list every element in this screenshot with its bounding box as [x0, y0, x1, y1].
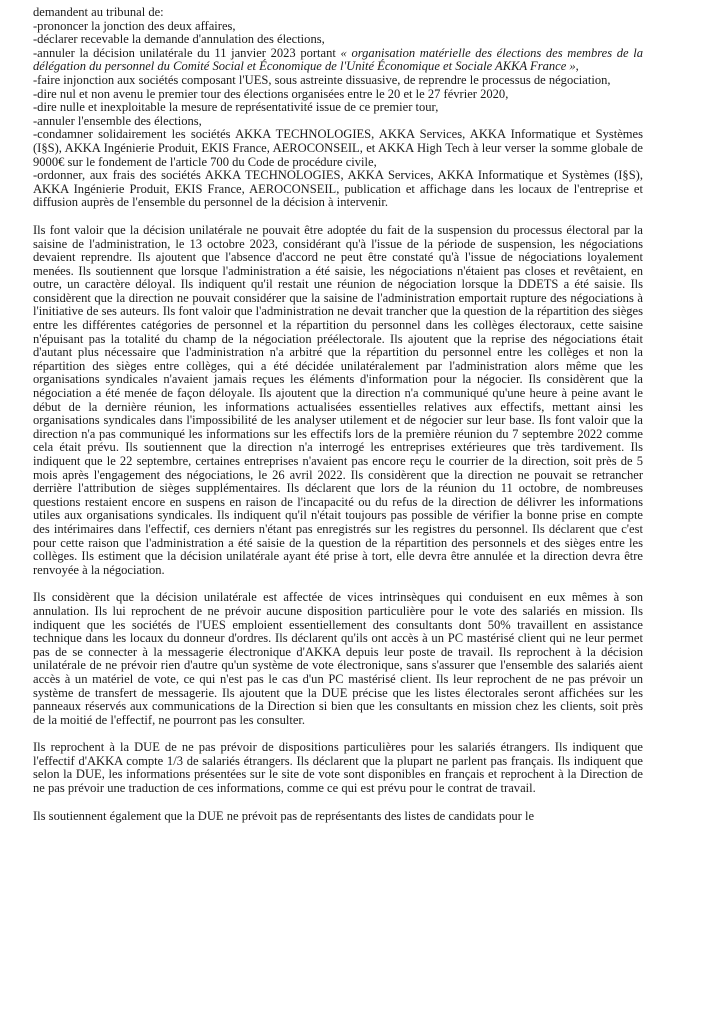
quoted-decision-title: « organisation matérielle des élections des membres de la délégation du personnel du Comité Social et Économique de l'Unité Économique et Sociale AKKA France » — [33, 45, 643, 74]
document-body — [33, 6, 643, 823]
request-item: -ordonner, aux frais des sociétés AKKA TECHNOLOGIES, AKKA Services, AKKA Informatique et Systèmes (I§S), AKKA Ingénierie Produit, EKIS France, AEROCONSEIL, publication et affichage dans les locaux de l'entreprise et diffusion auprès de l'ensemble du personnel de la décision à intervenir. — [33, 168, 643, 210]
paragraph-foreign-employees: Ils reprochent à la DUE de ne pas prévoir de dispositions particulières pour les salariés étrangers. Ils indiquent que l'effectif d'AKKA compte 1/3 de salariés étrangers. Ils déclarent que la plupart ne parlent pas français. Ils indiquent que selon la DUE, les informations présentées sur le site de vote sont disponibles en français et reprochent à la Direction de ne pas prévoir une traduction de ces informations, comme ce qui est prévu pour le contrat de travail. — [33, 740, 643, 796]
request-item: -annuler l'ensemble des élections, — [33, 113, 202, 128]
request-item: -condamner solidairement les sociétés AKKA TECHNOLOGIES, AKKA Services, AKKA Informatique et Systèmes (I§S), AKKA Ingénierie Produit, EKIS France, AEROCONSEIL, et AKKA High Tech à leur verser la somme globale de 9000€ sur le fondement de l'article 700 du Code de procédure civile, — [33, 127, 643, 169]
request-item: -annuler la décision unilatérale du 11 janvier 2023 portant « organisation matérielle des élections des membres de la délégation du personnel du Comité Social et Économique de l'Unité Économique et Sociale AKKA France », — [33, 45, 643, 74]
request-item: -faire injonction aux sociétés composant l'UES, sous astreinte dissuasive, de reprendre le processus de négociation, — [33, 72, 611, 87]
paragraph-representatives: Ils soutiennent également que la DUE ne prévoit pas de représentants des listes de candidats pour le — [33, 808, 535, 823]
requests-intro: demandent au tribunal de: — [33, 5, 164, 19]
request-item: -prononcer la jonction des deux affaires, — [33, 18, 236, 33]
request-item: -dire nulle et inexploitable la mesure de représentativité issue de ce premier tour, — [33, 100, 439, 115]
requests-section — [33, 6, 643, 210]
request-item: -déclarer recevable la demande d'annulation des élections, — [33, 32, 325, 47]
request-item: -dire nul et non avenu le premier tour des élections organisées entre le 20 et le 27 février 2020, — [33, 86, 509, 101]
paragraph-vices: Ils considèrent que la décision unilatérale est affectée de vices intrinsèques qui conduisent en eux mêmes à son annulation. Ils lui reprochent de ne prévoir aucune disposition particulière pour le vote des salariés en mission. Ils indiquent que les sociétés de l'UES emploient essentiellement des consultants dont 50% travaillent en assistance technique dans les locaux du donneur d'ordres. Ils déclarent qu'ils ont accès à un PC mastérisé client qui ne leur permet pas de se connecter à la messagerie électronique d'AKKA depuis leur poste de travail. Ils reprochent à la décision unilatérale de ne prévoir rien d'autre qu'un système de vote électronique, sans s'assurer que l'ensemble des salariés aient accès à un matériel de vote, ce qui n'est pas le cas d'un PC mastérisé client. Ils leur reprochent de ne pas prévoir un système de transfert de messagerie. Ils ajoutent que la DUE précise que les listes électorales seront affichées sur les panneaux réservés aux communications de la Direction si bien que les consultants en mission chez les clients, soit près de la moitié de l'effectif, ne pourront pas les consulter. — [33, 590, 643, 727]
paragraph-negotiation: Ils font valoir que la décision unilatérale ne pouvait être adoptée du fait de la suspension du processus électoral par la saisine de l'administration, le 13 octobre 2023, considérant qu'à l'issue de la période de suspension, les négociations devaient reprendre. Ils ajoutent que l'absence d'accord ne peut être constaté qu'à l'issue de négociations loyalement menées. Ils soutiennent que lorsque l'administration a été saisie, les négociations n'étaient pas closes et revêtaient, en outre, un caractère déloyal. Ils indiquent qu'il restait une réunion de négociation lorsque la DDETS a été saisie. Ils considèrent que la direction ne pouvait considérer que la saisine de l'administration emportait rupture des négociations à l'initiative de ses auteurs. Ils font valoir que l'administration ne devait trancher que la question de la répartition des sièges entre les différentes catégories de personnel et la répartition du personnel dans les collèges électoraux, cette saisine n'épuisant pas la totalité du champ de la négociation préélectorale. Ils ajoutent que la reprise des négociations était d'autant plus nécessaire que l'administration n'a arbitré que la répartition du personnel entre les collèges et non la répartition des sièges entre collèges, qui a été décidée unilatéralement par l'administration alors même que les organisations syndicales n'avaient jamais reçues les éléments d'information pour la négocier. Ils considèrent que la négociation a été menée de façon déloyale. Ils ajoutent que la direction n'a communiqué qu'une heure à peine avant le début de la dernière réunion, les informations actualisées essentielles relatives aux effectifs, mettant ainsi les organisations syndicales dans l'impossibilité de les analyser utilement et de négocier sur leur base. Ils font valoir que la direction n'a pas communiqué les informations sur les effectifs lors de la première réunion du 7 septembre 2022 comme cela était prévu. Ils soutiennent que la direction n'a interrogé les entreprises extérieures que très tardivement. Ils indiquent que le 22 septembre, certaines entreprises n'avaient pas encore reçu le courrier de la direction, soit près de 5 mois après l'engagement des négociations, le 26 avril 2022. Ils considèrent que la direction ne pouvait se retrancher derrière l'attribution de sièges supplémentaires. Ils déclarent que lors de la réunion du 11 octobre, de nombreuses questions restaient encore en suspens en raison de l'incapacité ou du refus de la direction de délivrer les informations utiles aux organisations syndicales. Ils indiquent qu'il n'était toujours pas possible de vérifier la bonne prise en compte des intérimaires dans l'effectif, ces derniers n'étant pas enregistrés sur les registres du personnel. Ils déclarent que c'est pour cette raison que l'administration a été saisie de la question de la répartition des personnels et des sièges entre les collèges. Ils estiment que la décision unilatérale ayant été prise à tort, elle devra être annulée et la direction devra être renvoyée à la négociation. — [33, 222, 643, 577]
